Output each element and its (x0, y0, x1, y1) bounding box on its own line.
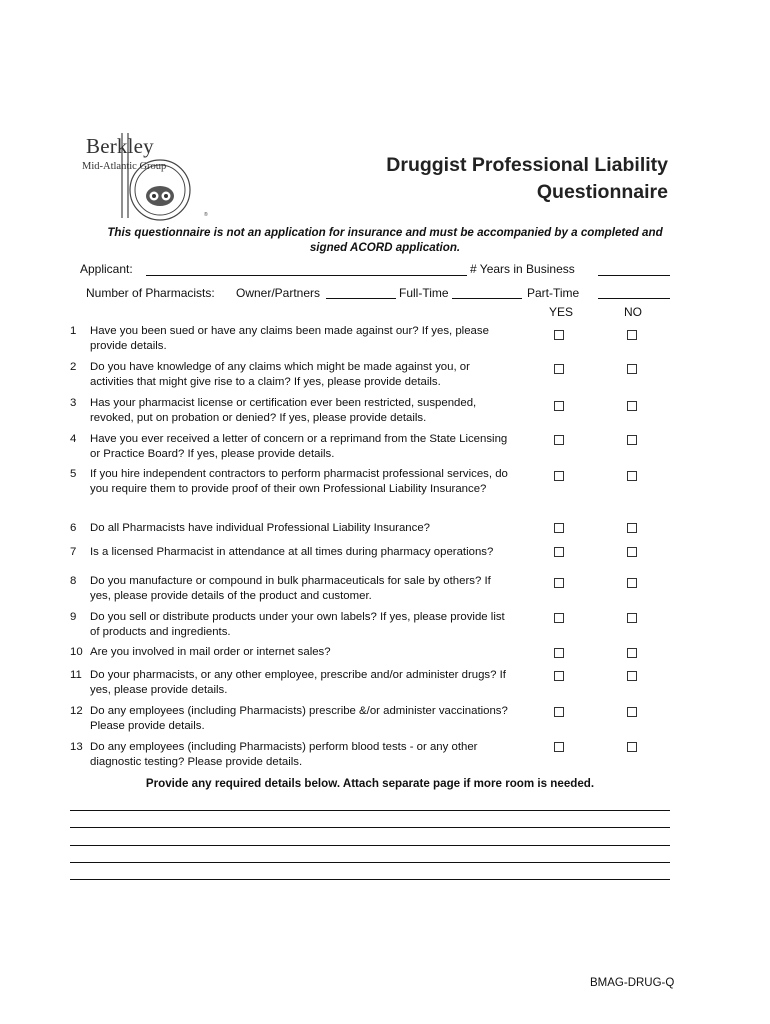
question-row (70, 610, 514, 639)
details-instructions: Provide any required details below. Attach separate page if more room is needed. (145, 777, 595, 790)
number-of-pharmacists-label: Number of Pharmacists: (86, 286, 215, 300)
question-8-no-checkbox[interactable] (627, 578, 637, 588)
question-12-no-checkbox[interactable] (627, 707, 637, 717)
intro-line-1: This questionnaire is not an application for insurance and must be accompanied by a completed and (107, 226, 663, 239)
question-number: 5 (70, 468, 77, 480)
svg-text:®: ® (204, 212, 208, 218)
form-code: BMAG-DRUG-Q (590, 977, 675, 989)
years-in-business-field[interactable] (598, 275, 670, 276)
question-4-no-checkbox[interactable] (627, 435, 637, 445)
yes-column-header: YES (549, 305, 574, 319)
question-number: 4 (70, 433, 77, 445)
question-row (70, 740, 514, 769)
question-13-no-checkbox[interactable] (627, 742, 637, 752)
question-number: 1 (70, 325, 77, 337)
question-row (70, 467, 514, 496)
question-row (70, 704, 514, 733)
intro-notice (60, 225, 710, 255)
title-line-2: Questionnaire (536, 181, 668, 203)
applicant-field[interactable] (146, 275, 467, 276)
years-in-business-label: # Years in Business (470, 262, 575, 276)
logo-subtitle: Mid-Atlantic Group (82, 161, 167, 172)
question-text: Do all Pharmacists have individual Professional Liability Insurance? (90, 522, 430, 534)
details-line-5[interactable] (70, 879, 670, 880)
question-number: 13 (70, 741, 83, 753)
question-number: 9 (70, 611, 77, 623)
question-text: Are you involved in mail order or internet sales? (90, 646, 331, 658)
question-number: 10 (70, 646, 83, 658)
question-9-no-checkbox[interactable] (627, 613, 637, 623)
question-row (70, 521, 514, 536)
question-text: Do your pharmacists, or any other employee, prescribe and/or administer drugs? If yes, please provide details. (90, 669, 506, 696)
question-text: Do any employees (including Pharmacists) prescribe &/or administer vaccinations? Please provide details. (90, 705, 508, 732)
question-5-yes-checkbox[interactable] (554, 471, 564, 481)
question-row (70, 668, 514, 697)
question-9-yes-checkbox[interactable] (554, 613, 564, 623)
intro-line-2: signed ACORD application. (309, 241, 461, 254)
question-1-yes-checkbox[interactable] (554, 330, 564, 340)
question-text: Has your pharmacist license or certification ever been restricted, suspended, revoked, put on probation or denied? If yes, please provide details. (90, 397, 477, 424)
title-line-1: Druggist Professional Liability (386, 154, 668, 176)
question-text: If you hire independent contractors to perform pharmacist professional services, do you require them to provide proof of their own Professional Liability Insurance? (90, 468, 508, 495)
question-row (70, 396, 514, 425)
question-6-no-checkbox[interactable] (627, 523, 637, 533)
question-row (70, 645, 514, 660)
question-text: Do you have knowledge of any claims which might be made against you, or activities that might give rise to a claim? If yes, please provide details. (90, 361, 470, 388)
question-11-no-checkbox[interactable] (627, 671, 637, 681)
question-12-yes-checkbox[interactable] (554, 707, 564, 717)
question-3-no-checkbox[interactable] (627, 401, 637, 411)
question-10-no-checkbox[interactable] (627, 648, 637, 658)
question-number: 2 (70, 361, 77, 373)
logo-wordmark: Berkley (86, 134, 154, 158)
part-time-label: Part-Time (527, 286, 580, 300)
question-4-yes-checkbox[interactable] (554, 435, 564, 445)
question-5-no-checkbox[interactable] (627, 471, 637, 481)
part-time-field[interactable] (598, 298, 670, 299)
question-text: Do any employees (including Pharmacists) perform blood tests - or any other diagnostic testing? Please provide details. (90, 741, 478, 768)
question-number: 12 (70, 705, 83, 717)
question-number: 11 (70, 669, 82, 681)
details-line-2[interactable] (70, 827, 670, 828)
question-row (70, 360, 514, 389)
question-7-yes-checkbox[interactable] (554, 547, 564, 557)
details-line-3[interactable] (70, 845, 670, 846)
owner-partners-label: Owner/Partners (236, 286, 321, 300)
page-title (330, 152, 668, 206)
full-time-field[interactable] (452, 298, 522, 299)
question-text: Have you ever received a letter of concern or a reprimand from the State Licensing or Practice Board? If yes, please provide details. (90, 433, 508, 460)
question-number: 8 (70, 575, 77, 587)
question-2-yes-checkbox[interactable] (554, 364, 564, 374)
question-10-yes-checkbox[interactable] (554, 648, 564, 658)
question-8-yes-checkbox[interactable] (554, 578, 564, 588)
question-number: 7 (70, 546, 77, 558)
question-number: 6 (70, 522, 77, 534)
question-3-yes-checkbox[interactable] (554, 401, 564, 411)
question-text: Have you been sued or have any claims been made against our? If yes, please provide details. (90, 325, 489, 352)
question-row (70, 432, 514, 461)
question-7-no-checkbox[interactable] (627, 547, 637, 557)
question-text: Is a licensed Pharmacist in attendance at all times during pharmacy operations? (90, 546, 494, 558)
question-row (70, 574, 514, 603)
question-11-yes-checkbox[interactable] (554, 671, 564, 681)
question-number: 3 (70, 397, 77, 409)
details-line-4[interactable] (70, 862, 670, 863)
berkley-logo (80, 130, 212, 222)
question-13-yes-checkbox[interactable] (554, 742, 564, 752)
question-2-no-checkbox[interactable] (627, 364, 637, 374)
question-6-yes-checkbox[interactable] (554, 523, 564, 533)
no-column-header: NO (624, 305, 642, 319)
details-line-1[interactable] (70, 810, 670, 811)
question-text: Do you manufacture or compound in bulk pharmaceuticals for sale by others? If yes, please provide details of the product and customer. (90, 575, 491, 602)
applicant-label: Applicant: (80, 262, 133, 276)
question-row (70, 545, 514, 560)
question-row (70, 324, 514, 353)
full-time-label: Full-Time (399, 286, 449, 300)
owner-partners-field[interactable] (326, 298, 396, 299)
question-1-no-checkbox[interactable] (627, 330, 637, 340)
question-text: Do you sell or distribute products under your own labels? If yes, please provide list of products and ingredients. (90, 611, 505, 638)
